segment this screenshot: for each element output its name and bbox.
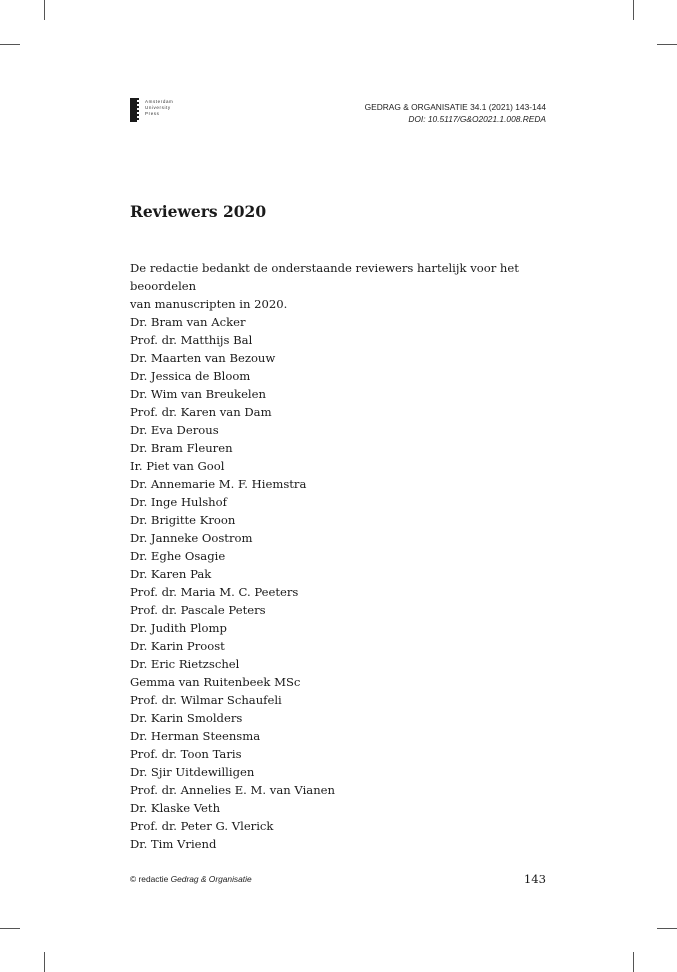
publisher-logo <box>130 98 173 122</box>
crop-mark-top-right <box>633 0 634 20</box>
reviewer-item: Dr. Annemarie M. F. Hiemstra <box>130 477 307 491</box>
copyright-prefix: © redactie <box>130 874 171 884</box>
reviewer-item: Dr. Judith Plomp <box>130 621 227 635</box>
reviewer-item: Dr. Karin Proost <box>130 639 225 653</box>
crop-mark-bottom-right <box>633 952 634 972</box>
reviewer-item: Prof. dr. Matthijs Bal <box>130 333 253 347</box>
publisher-name-line: Press <box>145 111 160 116</box>
logo-mark-icon <box>130 98 137 122</box>
reviewer-item: Dr. Eric Rietzschel <box>130 657 240 671</box>
journal-doi: DOI: 10.5117/G&O2021.1.008.REDA <box>408 114 546 124</box>
reviewer-item: Dr. Bram Fleuren <box>130 441 233 455</box>
reviewer-item: Dr. Eghe Osagie <box>130 549 226 563</box>
reviewer-item: Dr. Wim van Breukelen <box>130 387 266 401</box>
reviewer-item: Ir. Piet van Gool <box>130 459 225 473</box>
reviewer-item: Dr. Herman Steensma <box>130 729 261 743</box>
reviewer-item: Dr. Jessica de Bloom <box>130 369 251 383</box>
reviewer-list <box>130 313 335 853</box>
reviewer-item: Prof. dr. Annelies E. M. van Vianen <box>130 783 335 797</box>
crop-mark-left-bottom <box>0 928 20 929</box>
reviewer-item: Dr. Maarten van Bezouw <box>130 351 276 365</box>
article-title: Reviewers 2020 <box>130 202 267 221</box>
reviewer-item: Dr. Janneke Oostrom <box>130 531 253 545</box>
reviewer-item: Dr. Karin Smolders <box>130 711 243 725</box>
copyright-journal: Gedrag & Organisatie <box>170 874 252 884</box>
reviewer-item: Dr. Klaske Veth <box>130 801 221 815</box>
publisher-name-line: University <box>145 105 171 110</box>
publisher-name-line: Amsterdam <box>145 99 174 104</box>
intro-paragraph <box>130 259 550 313</box>
intro-line: De redactie bedankt de onderstaande reviewers hartelijk voor het beoordelen <box>130 261 519 293</box>
intro-line: van manuscripten in 2020. <box>130 297 288 311</box>
reviewer-item: Gemma van Ruitenbeek MSc <box>130 675 301 689</box>
page-number: 143 <box>523 872 546 886</box>
reviewer-item: Prof. dr. Peter G. Vlerick <box>130 819 274 833</box>
reviewer-item: Prof. dr. Maria M. C. Peeters <box>130 585 299 599</box>
crop-mark-bottom-left <box>44 952 45 972</box>
crop-mark-right-top <box>657 44 677 45</box>
publisher-name <box>145 98 173 117</box>
reviewer-item: Prof. dr. Toon Taris <box>130 747 242 761</box>
reviewer-item: Dr. Eva Derous <box>130 423 219 437</box>
reviewer-item: Prof. dr. Karen van Dam <box>130 405 272 419</box>
reviewer-item: Prof. dr. Pascale Peters <box>130 603 266 617</box>
copyright-notice <box>130 874 252 884</box>
reviewer-item: Dr. Brigitte Kroon <box>130 513 236 527</box>
reviewer-item: Dr. Karen Pak <box>130 567 212 581</box>
reviewer-item: Prof. dr. Wilmar Schaufeli <box>130 693 282 707</box>
reviewer-item: Dr. Inge Hulshof <box>130 495 227 509</box>
journal-citation: GEDRAG & ORGANISATIE 34.1 (2021) 143-144 <box>364 102 546 112</box>
reviewer-item: Dr. Sjir Uitdewilligen <box>130 765 255 779</box>
crop-mark-top-left <box>44 0 45 20</box>
crop-mark-right-bottom <box>657 928 677 929</box>
journal-info <box>365 101 546 125</box>
reviewer-item: Dr. Tim Vriend <box>130 837 217 851</box>
crop-mark-left-top <box>0 44 20 45</box>
reviewer-item: Dr. Bram van Acker <box>130 315 246 329</box>
